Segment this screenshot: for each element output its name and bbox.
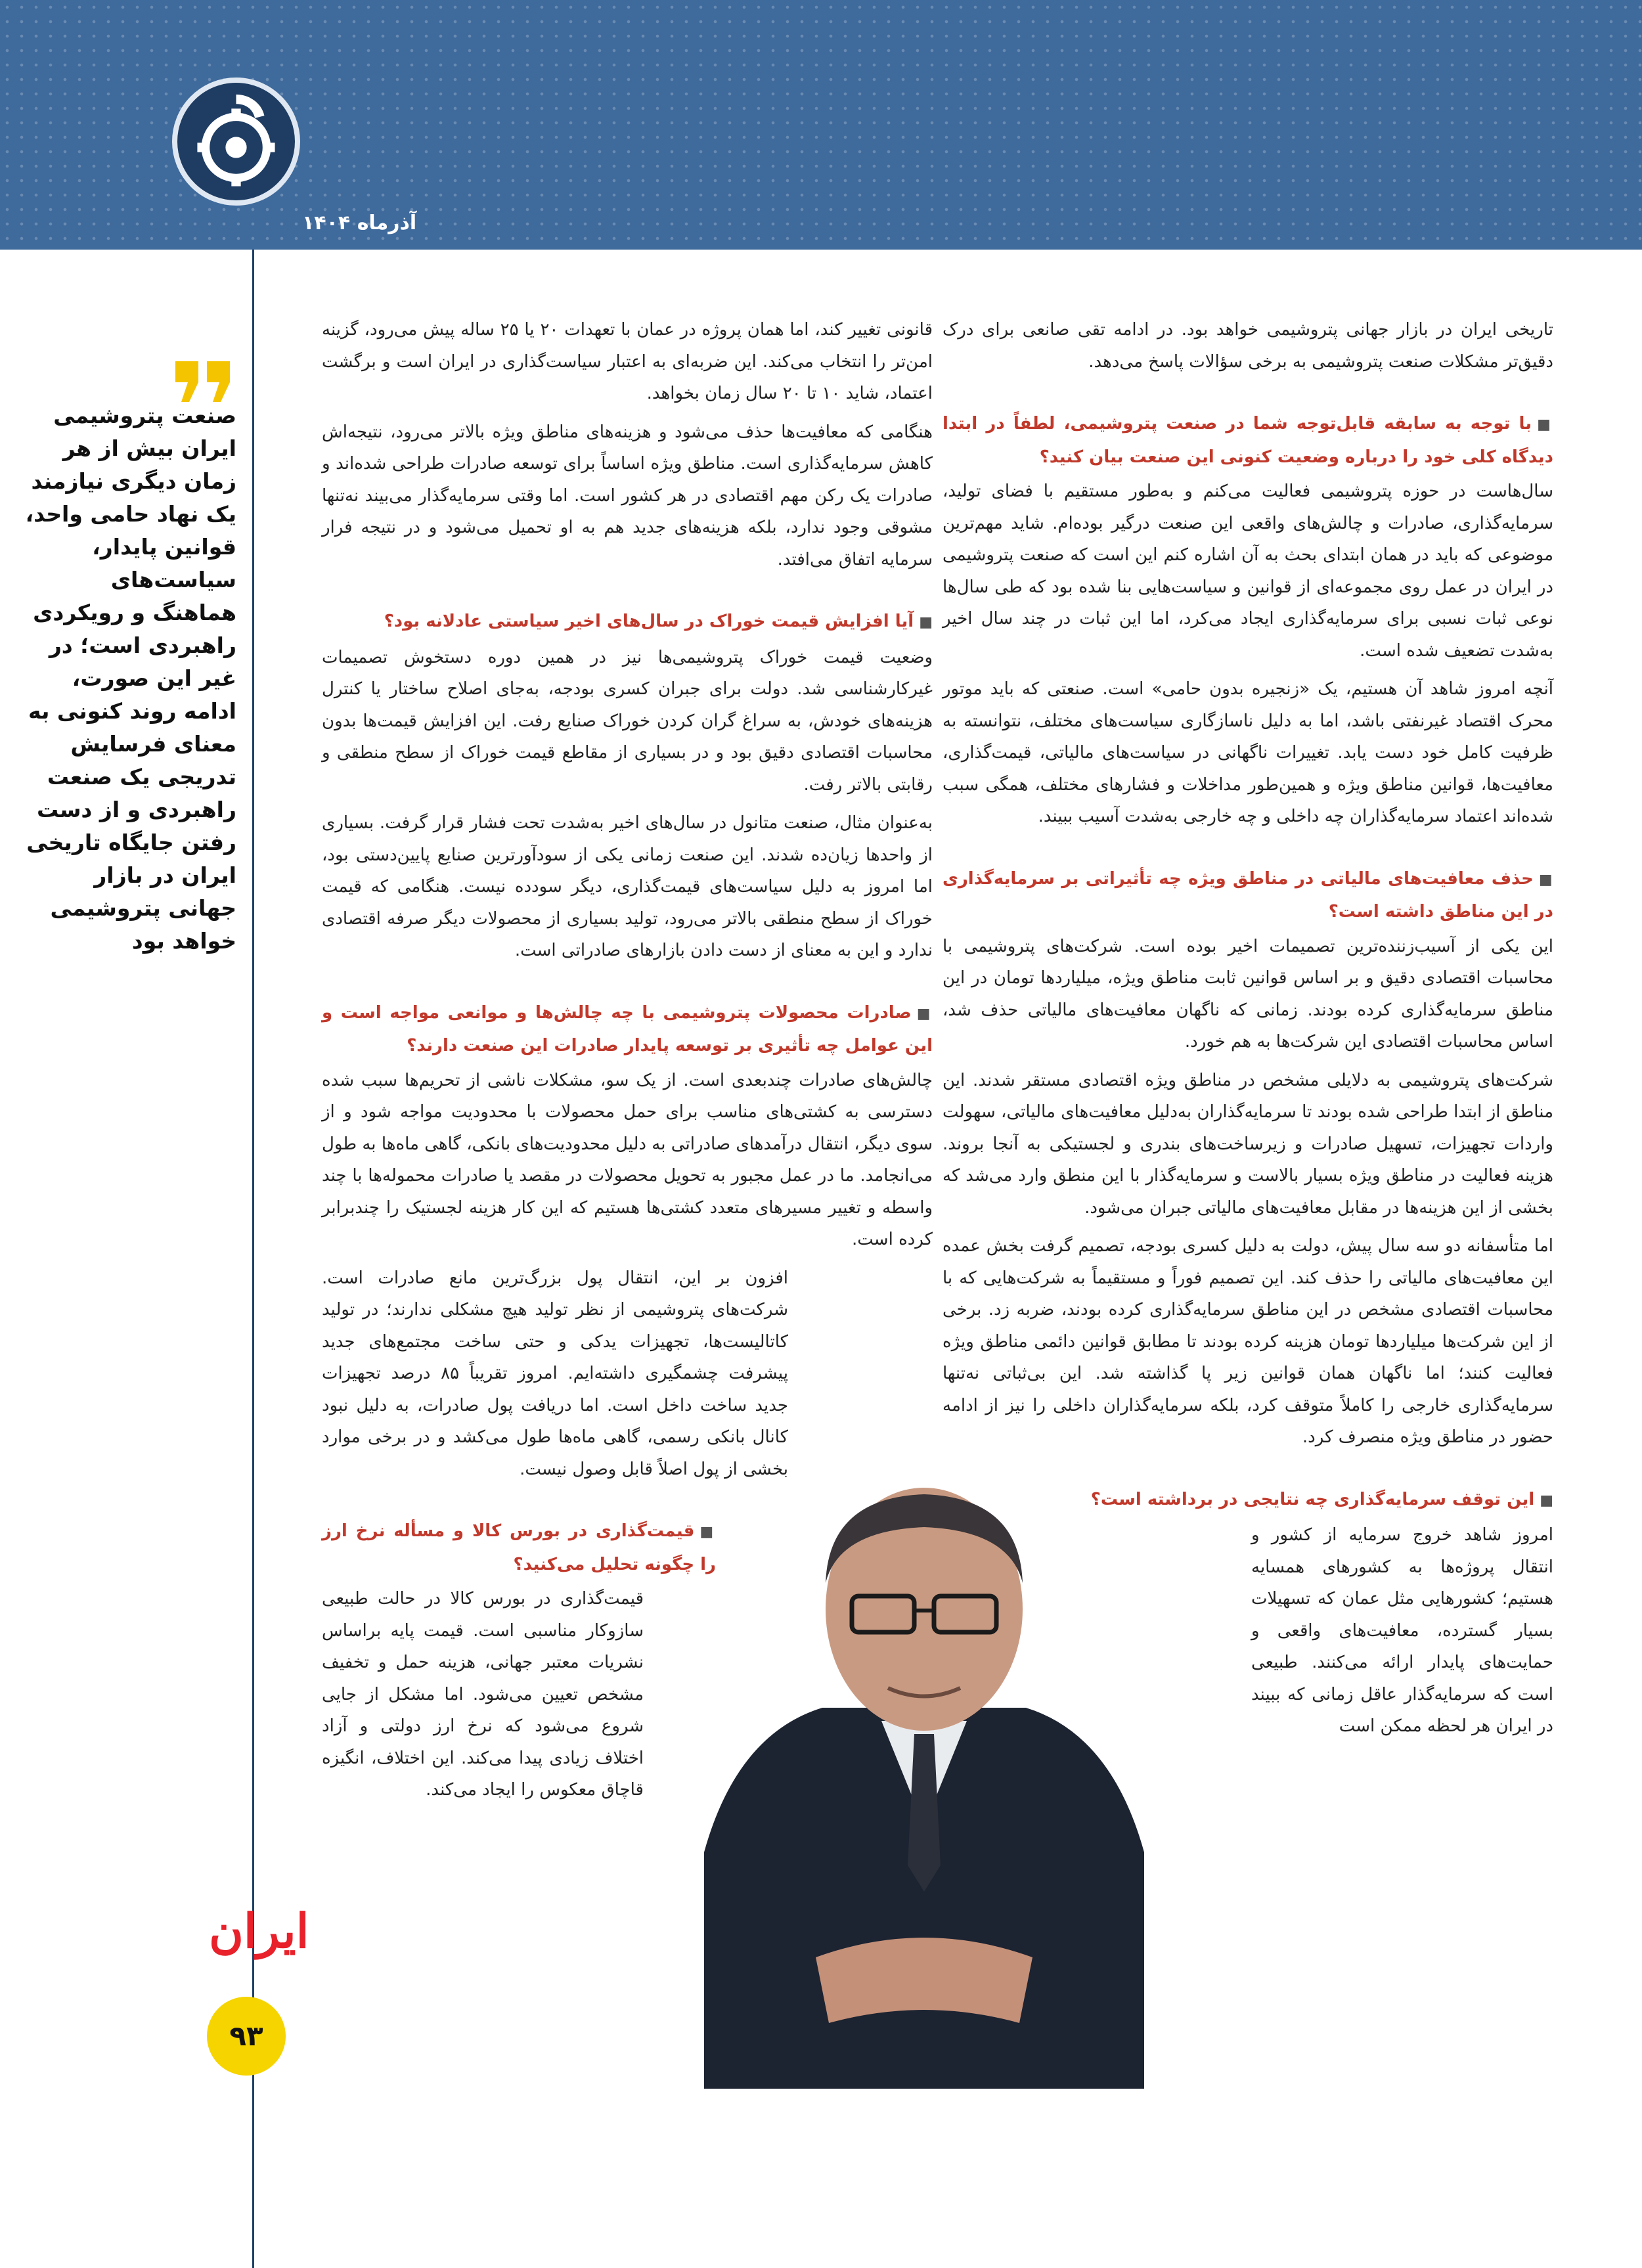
question-text: با توجه به سابقه قابل‌توجه شما در صنعت پتروشیمی، لطفاً در ابتدا دیدگاه کلی خود را درباره وضعیت کنونی این صنعت بیان کنید؟ xyxy=(943,414,1553,467)
answer-paragraph: وضعیت قیمت خوراک پتروشیمی‌ها نیز در همین دوره دستخوش تصمیمات غیرکارشناسی شد. دولت برای جبران کسری بودجه، به‌جای اصلاح ساختار یا کنترل هزینه‌های خودش، به سراغ گران کردن خوراک صنایع رفت. این افزایش قیمت‌ها بدون محاسبات اقتصادی دقیق بود و در بسیاری از مقاطع قیمت خوراک از سطح منطقی و رقابتی بالاتر رفت. xyxy=(322,647,933,795)
bullet-square-icon: ■ xyxy=(1538,871,1553,888)
interviewee-photo xyxy=(625,1458,1223,2089)
brand-logo: ایران xyxy=(209,1903,309,1959)
question-text: این توقف سرمایه‌گذاری چه نتایجی در برداشته است؟ xyxy=(1090,1489,1535,1509)
answer-paragraph: آنچه امروز شاهد آن هستیم، یک «زنجیره بدون حامی» است. صنعتی که باید موتور محرک اقتصاد غیرنفتی باشد، اما به دلیل ناسازگاری سیاست‌های مختلف، نتوانسته به ظرفیت کامل خود دست یابد. تغییرات ناگهانی در سیاست‌های مالیاتی، قیمت‌گذاری، معافیت‌ها، قوانین مناطق ویژه و همین‌طور مداخلات و فشارهای مختلف، همگی سبب شده‌اند اعتماد سرمایه‌گذاران چه داخلی و چه خارجی به‌شدت آسیب ببیند. xyxy=(943,679,1553,826)
answer-paragraph: شرکت‌های پتروشیمی به دلایلی مشخص در مناطق ویژه اقتصادی مستقر شدند. این مناطق از ابتدا طراحی شده بودند تا سرمایه‌گذاران به‌دلیل معافیت‌های مالیاتی، سهولت واردات تجهیزات، تسهیل صادرات و زیرساخت‌های بندری و لجستیکی به آنجا بروند. هزینه فعالیت در مناطق ویژه بسیار بالاست و سرمایه‌گذار با این منطق وارد می‌شد که بخشی از این هزینه‌ها در مقابل معافیت‌های مالیاتی جبران می‌شود. xyxy=(943,1070,1553,1218)
answer-paragraph: افزون بر این، انتقال پول بزرگ‌ترین مانع صادرات است. شرکت‌های پتروشیمی از نظر تولید هیچ مشکلی ندارند؛ در تولید کاتالیست‌ها، تجهیزات یدکی و حتی ساخت مجتمع‌های جدید پیشرفت چشمگیری داشته‌ایم. امروز تقریباً ۸۵ درصد تجهیزات جدید ساخت داخل است. اما دریافت پول صادرات، به دلیل نبود کانال بانکی رسمی، گاهی ماه‌ها طول می‌کشد و در برخی موارد بخشی از پول اصلاً قابل وصول نیست. xyxy=(322,1268,788,1479)
bullet-square-icon: ■ xyxy=(1540,1492,1553,1509)
column-divider xyxy=(252,250,254,2268)
question-text: قیمت‌گذاری در بورس کالا و مسأله نرخ ارز را چگونه تحلیل می‌کنید؟ xyxy=(322,1521,716,1574)
issue-date: آذرماه ۱۴۰۴ xyxy=(302,211,417,234)
answer-paragraph: امروز شاهد خروج سرمایه از کشور و انتقال پروژه‌ها به کشورهای همسایه هستیم؛ کشورهایی مثل عمان که تسهیلات بسیار گسترده، معافیت‌های واقعی و حمایت‌های پایدار ارائه می‌کنند. طبیعی است که سرمایه‌گذار عاقل زمانی که ببیند در ایران هر لحظه ممکن است xyxy=(1251,1525,1553,1736)
answer-paragraph: به‌عنوان مثال، صنعت متانول در سال‌های اخیر به‌شدت تحت فشار قرار گرفت. بسیاری از واحدها زیان‌ده شدند. این صنعت زمانی یکی از سودآورترین صنایع پایین‌دستی بود، اما امروز به دلیل سیاست‌های قیمت‌گذاری، دیگر سودده نیست. هنگامی که قیمت خوراک از سطح منطقی بالاتر می‌رود، تولید بسیاری از محصولات دیگر صرفه اقتصادی ندارد و این به معنای از دست دادن بازارهای صادراتی است. xyxy=(322,813,933,960)
bullet-square-icon: ■ xyxy=(916,1005,933,1022)
question-heading xyxy=(943,408,1553,473)
sidebar xyxy=(0,250,309,2268)
page-number: ۹۳ xyxy=(207,1997,286,2076)
answer-paragraph: قیمت‌گذاری در بورس کالا در حالت طبیعی سازوکار مناسبی است. قیمت پایه براساس نشریات معتبر جهانی، هزینه حمل و تخفیف مشخص تعیین می‌شود. اما مشکل از جایی شروع می‌شود که نرخ ارز دولتی و آزاد اختلاف زیادی پیدا می‌کند. این اختلاف، انگیزه قاچاق معکوس را ایجاد می‌کند. xyxy=(322,1589,644,1800)
answer-paragraph: این یکی از آسیب‌زننده‌ترین تصمیمات اخیر بوده است. شرکت‌های پتروشیمی با محاسبات اقتصادی دقیق و بر اساس قوانین ثابت مناطق ویژه، میلیاردها تومان در این مناطق سرمایه‌گذاری کرده بودند. زمانی که ناگهان معافیت‌های مالیاتی حذف شد، اساس محاسبات اقتصادی این شرکت‌ها به هم خورد. xyxy=(943,936,1553,1052)
bullet-square-icon: ■ xyxy=(1537,416,1553,433)
page-header xyxy=(0,0,1642,250)
question-heading xyxy=(943,863,1553,928)
gear-logo-graphic xyxy=(177,83,295,200)
question-text: صادرات محصولات پتروشیمی با چه چالش‌ها و موانعی مواجه است و این عوامل چه تأثیری بر توسعه پایدار صادرات این صنعت دارند؟ xyxy=(322,1002,933,1056)
pull-quote: صنعت پتروشیمی ایران بیش از هر زمان دیگری نیازمند یک نهاد حامی واحد، قوانین پایدار، سیاست‌های هماهنگ و رویکردی راهبردی است؛ در غیر این صورت، ادامه روند کنونی به معنای فرسایش تدریجی یک صنعت راهبردی و از دست رفتن جایگاه تاریخی ایران در بازار جهانی پتروشیمی خواهد بود xyxy=(25,403,236,954)
question-text: حذف معافیت‌های مالیاتی در مناطق ویژه چه تأثیراتی بر سرمایه‌گذاری در این مناطق داشته است؟ xyxy=(943,868,1553,922)
gear-logo-icon xyxy=(172,78,300,206)
bullet-square-icon: ■ xyxy=(919,614,933,631)
body-paragraph: قانونی تغییر کند، اما همان پروژه در عمان با تعهدات ۲۰ یا ۲۵ ساله پیش می‌رود، گزینه امن‌تر را انتخاب می‌کند. این ضربه‌ای به اعتبار سیاست‌گذاری در ایران است و برگشت اعتماد، شاید ۱۰ تا ۲۰ سال زمان بخواهد. xyxy=(322,320,933,403)
body-paragraph: هنگامی که معافیت‌ها حذف می‌شود و هزینه‌های مناطق ویژه بالاتر می‌رود، نتیجه‌اش کاهش سرمایه‌گذاری است. مناطق ویژه اساساً برای توسعه صادرات طراحی شده‌اند و صادرات یک رکن مهم اقتصادی در هر کشور است. اما وقتی سرمایه‌گذار می‌بیند نه‌تنها مشوقی وجود ندارد، بلکه هزینه‌های جدید هم به او تحمیل می‌شود و در نتیجه فرار سرمایه اتفاق می‌افتد. xyxy=(322,422,933,569)
question-heading xyxy=(322,997,933,1062)
answer-paragraph: اما متأسفانه دو سه سال پیش، دولت به دلیل کسری بودجه، تصمیم گرفت بخش عمده این معافیت‌های مالیاتی را حذف کند. این تصمیم فوراً و مستقیماً به شرکت‌هایی که با محاسبات اقتصادی مشخص در این مناطق سرمایه‌گذاری کرده بودند، ضربه زد. برخی از این شرکت‌ها میلیاردها تومان هزینه کرده بودند تا مطابق قوانین دائمی مناطق ویژه فعالیت کنند؛ اما ناگهان همان قوانین زیر پا گذاشته شد. این بی‌ثباتی نه‌تنها سرمایه‌گذاری خارجی را کاملاً متوقف کرد، بلکه سرمایه‌گذاران داخلی را نیز از ادامه حضور در مناطق ویژه منصرف کرد. xyxy=(943,1236,1553,1447)
question-text: آیا افزایش قیمت خوراک در سال‌های اخیر سیاستی عادلانه بود؟ xyxy=(384,611,914,631)
intro-paragraph: تاریخی ایران در بازار جهانی پتروشیمی خواهد بود. در ادامه تقی صانعی برای درک دقیق‌تر مشکلات صنعت پتروشیمی به برخی سؤالات پاسخ می‌دهد. xyxy=(943,320,1553,372)
answer-paragraph: سال‌هاست در حوزه پتروشیمی فعالیت می‌کنم و به‌طور مستقیم با فضای تولید، سرمایه‌گذاری، صادرات و چالش‌های واقعی این صنعت درگیر بوده‌ام. شاید مهم‌ترین موضوعی که باید در همان ابتدای بحث به آن اشاره کنم این است که صنعت پتروشیمی در ایران در عمل روی مجموعه‌ای از قوانین و سیاست‌هایی بنا شده بود که طی سال‌ها نوعی ثبات نسبی برای سرمایه‌گذاری ایجاد می‌کرد، اما این ثبات در چند سال اخیر به‌شدت تضعیف شده است. xyxy=(943,481,1553,661)
question-heading xyxy=(322,606,933,639)
answer-paragraph: چالش‌های صادرات چندبعدی است. از یک سو، مشکلات ناشی از تحریم‌ها سبب شده دسترسی به کشتی‌های مناسب برای حمل محصولات با محدودیت مواجه شود و از سوی دیگر، انتقال درآمدهای صادراتی به دلیل محدودیت‌های بانکی، گاهی ماه‌ها به طول می‌انجامد. ما در عمل مجبور به تحویل محصولات در مقصد یا صادرات محموله‌ها با چند واسطه و تغییر مسیرهای متعدد کشتی‌ها هستیم که این کار هزینه لجستیک را چندبرابر کرده است. xyxy=(322,1070,933,1249)
portrait-illustration xyxy=(625,1458,1223,2089)
bullet-square-icon: ■ xyxy=(699,1524,716,1540)
